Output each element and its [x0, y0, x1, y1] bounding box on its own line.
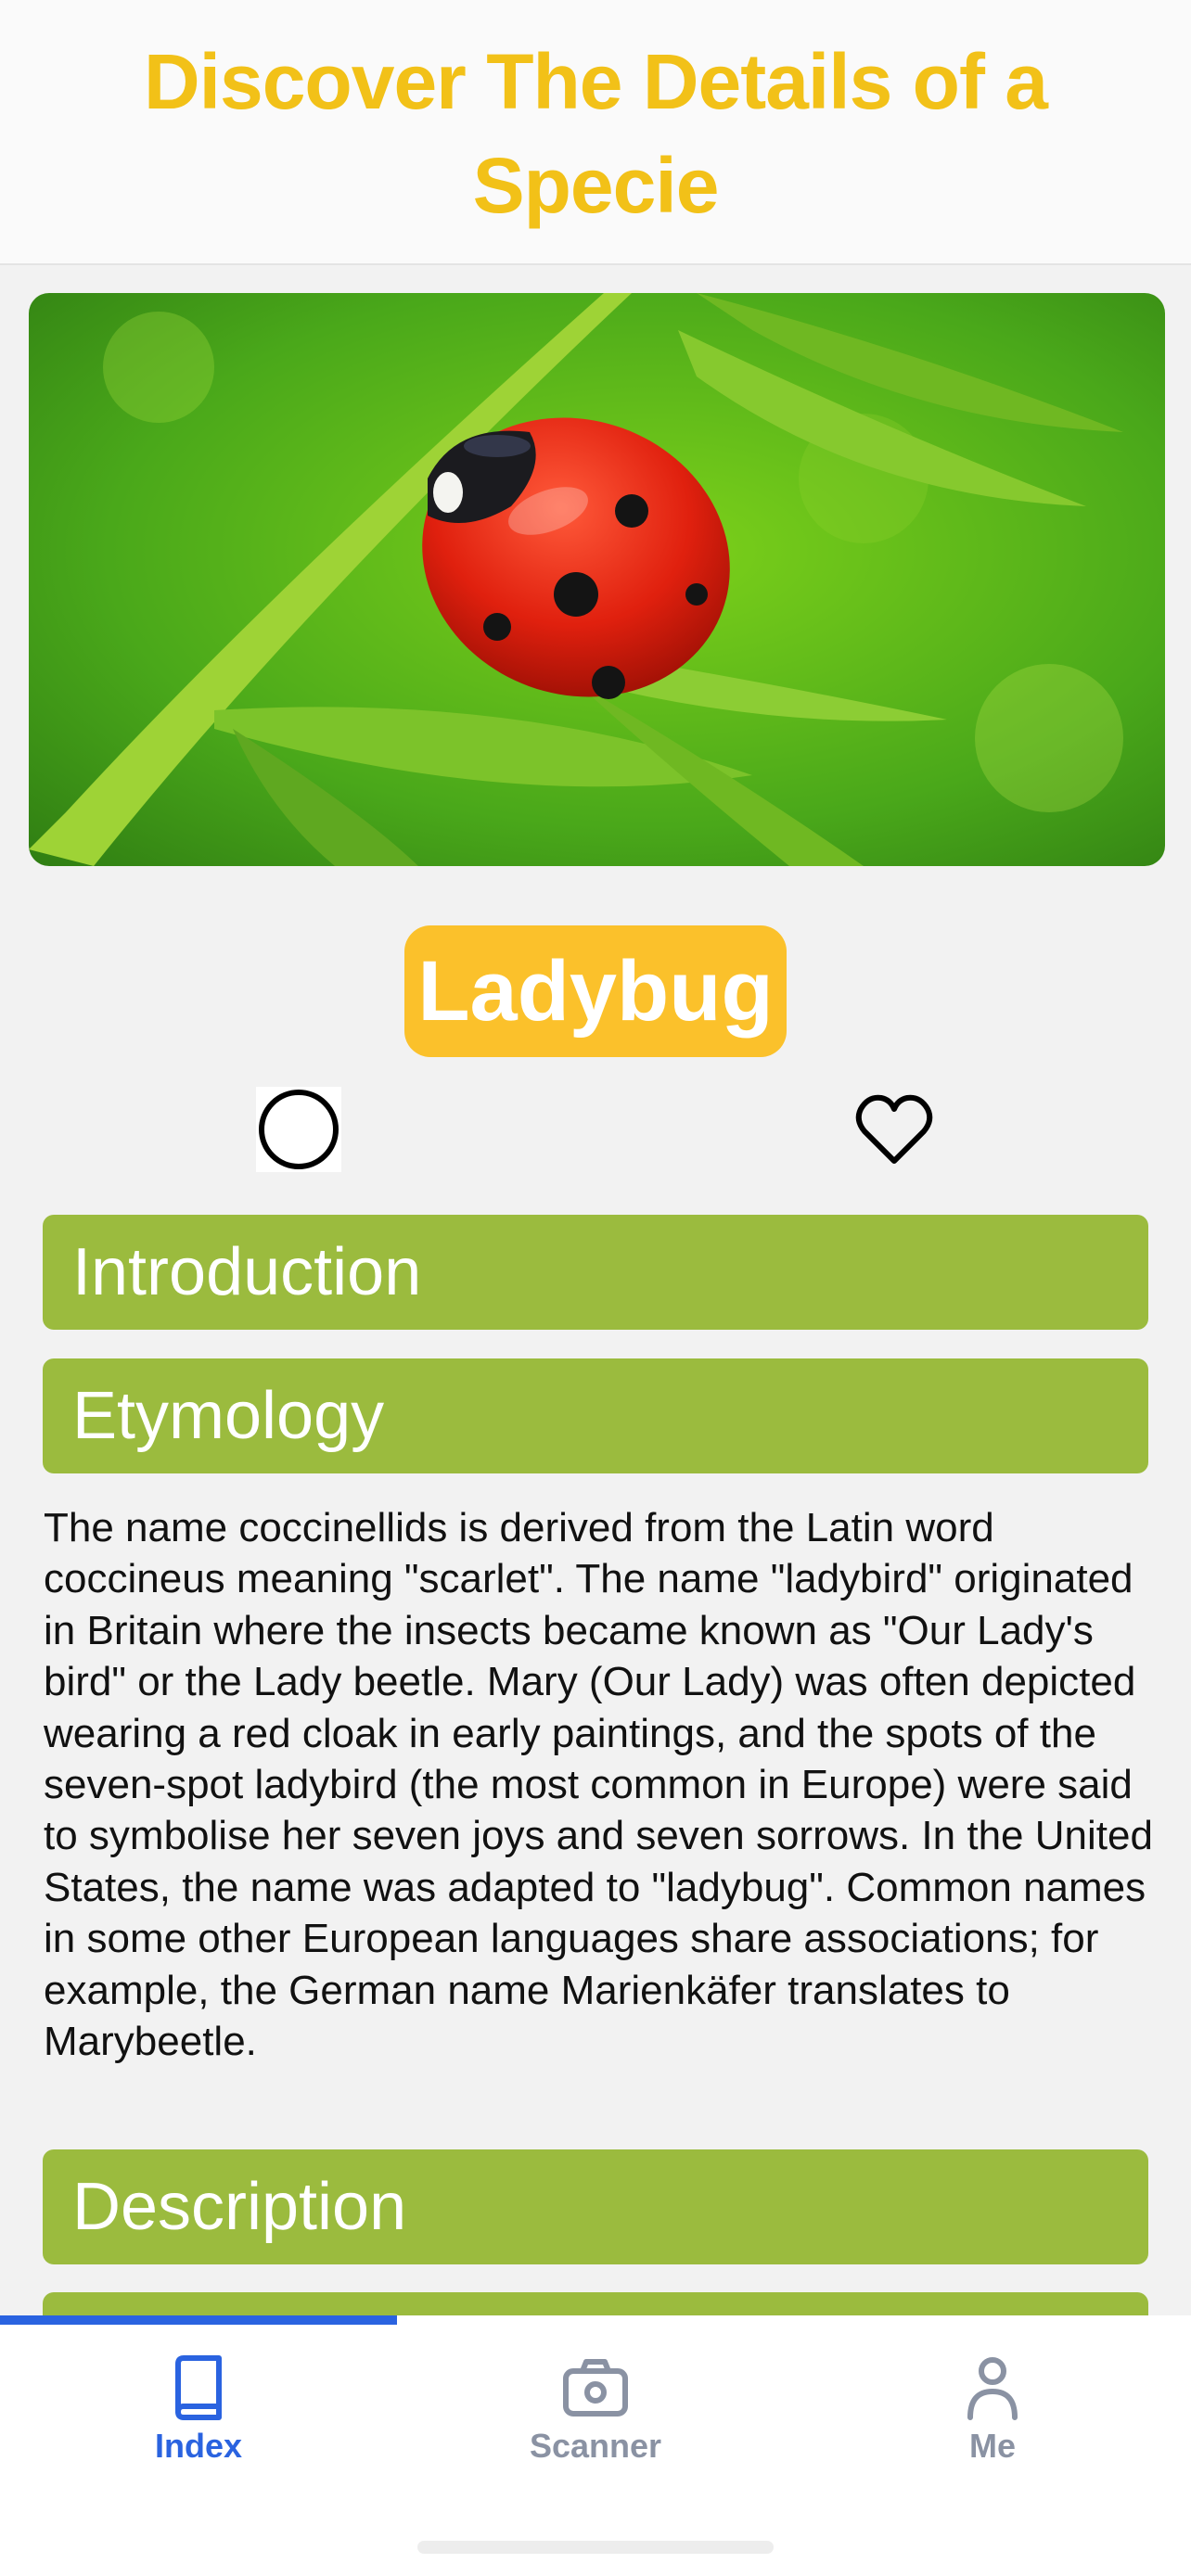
header — [0, 0, 1191, 265]
page-title: Discover The Details of a Specie — [143, 38, 1048, 229]
species-image — [29, 293, 1165, 866]
circle-outline-icon[interactable] — [256, 1087, 341, 1172]
tab-label: Scanner — [529, 2427, 662, 2465]
ladybug-photo — [29, 293, 1165, 866]
active-tab-indicator — [0, 2315, 397, 2325]
tab-index[interactable] — [0, 2325, 397, 2510]
etymology-text: The name coccinellids is derived from the Latin word coccineus meaning "scarlet". The name "ladybird" originated in Britain where the insects became known as "Our Lady's bird" or the Lady beetle. Mary (Our Lady) was often depicted wearing a red cloak in early paintings, and the spots of the seven-spot ladybird (the most common in Europe) were said to symbolise her seven joys and seven sorrows. In the United States, the name was adapted to "ladybug". Common names in some other European languages share associations; for example, the German name Marienkäfer translates to Marybeetle. — [44, 1505, 1153, 2065]
section-introduction[interactable] — [43, 1215, 1148, 1330]
tab-scanner[interactable] — [397, 2325, 794, 2510]
tab-bar — [0, 2315, 1191, 2576]
tab-label: Me — [968, 2427, 1016, 2465]
section-etymology[interactable] — [43, 1358, 1148, 1473]
heart-outline-icon[interactable] — [852, 1087, 937, 1172]
person-icon — [957, 2353, 1028, 2423]
section-description[interactable] — [43, 2149, 1148, 2264]
section-label: Introduction — [72, 1235, 422, 1309]
camera-icon — [560, 2353, 631, 2423]
tab-label: Index — [154, 2427, 243, 2465]
book-icon — [163, 2353, 234, 2423]
home-indicator[interactable] — [417, 2541, 774, 2554]
section-label: Description — [72, 2170, 407, 2244]
tab-me[interactable] — [794, 2325, 1191, 2510]
species-name-badge: Ladybug — [404, 925, 787, 1057]
section-label: Etymology — [72, 1379, 385, 1453]
